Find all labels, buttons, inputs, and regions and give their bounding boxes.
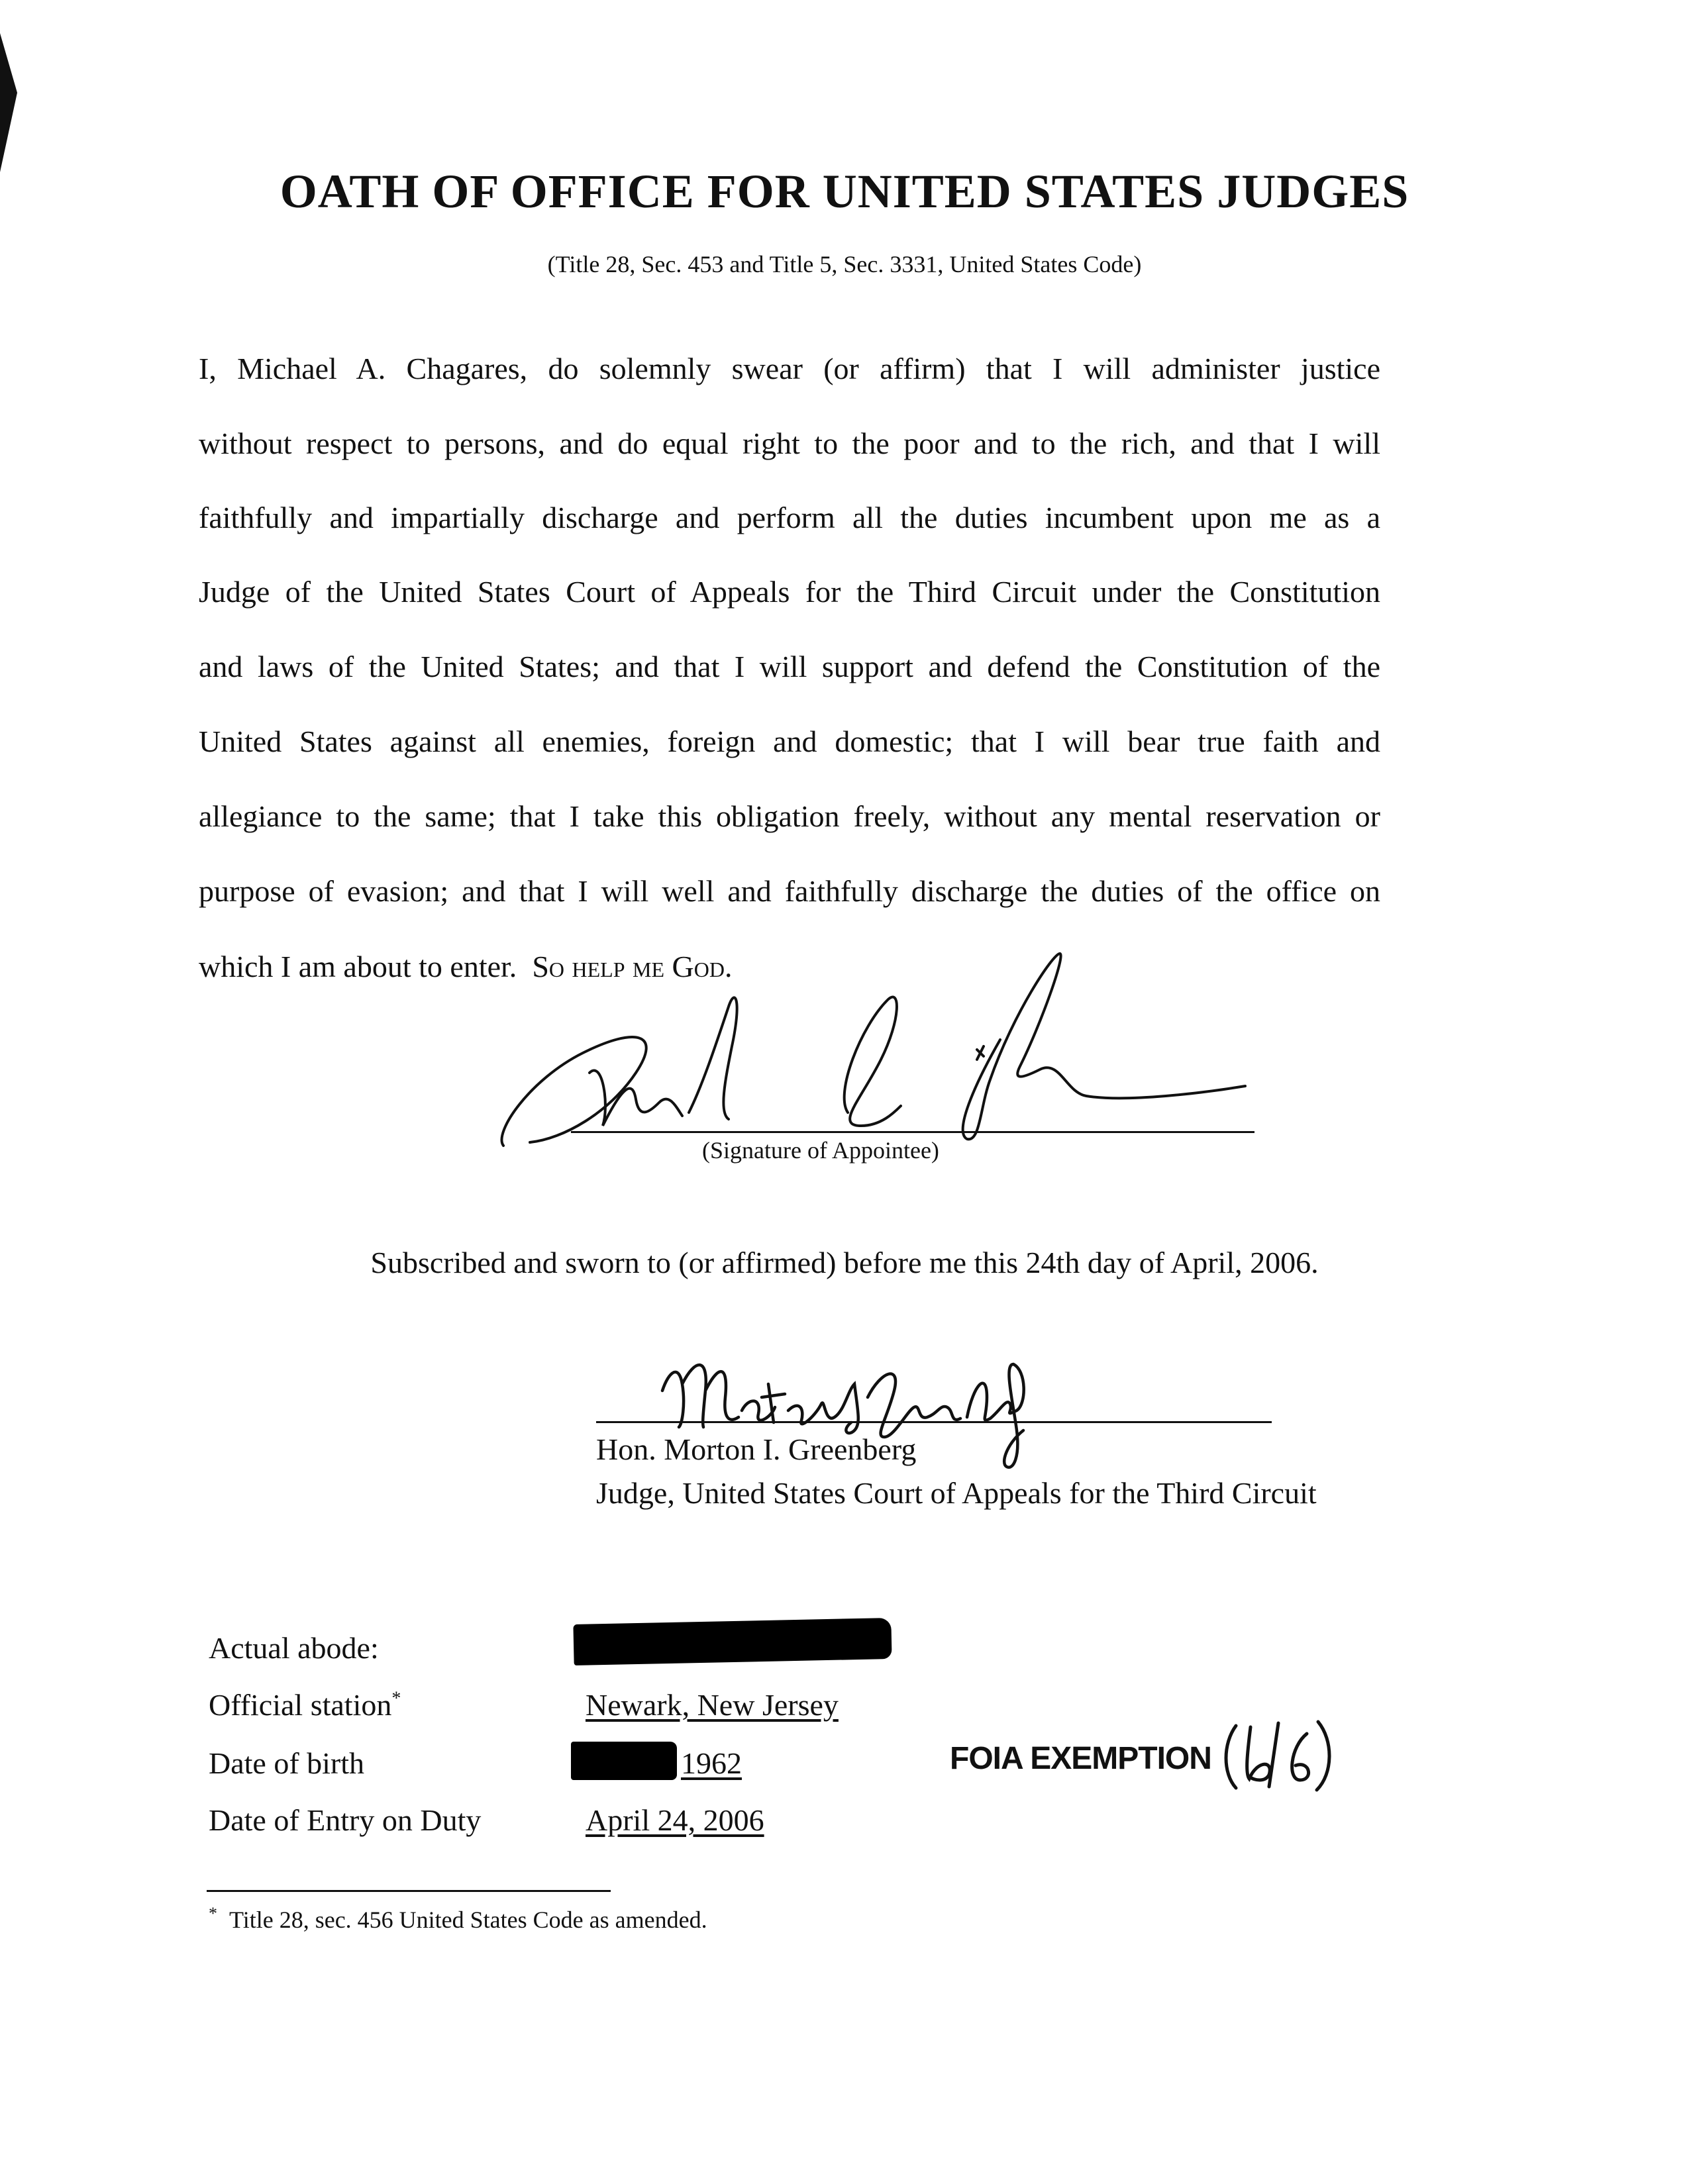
actual-abode-label: Actual abode: [209,1631,379,1665]
oath-line: without respect to persons, and do equal right to the poor and to the rich, and that I will [199,426,1380,460]
oath-line: allegiance to the same; that I take this obligation freely, without any mental reservation or [199,799,1380,833]
date-of-entry-value: April 24, 2006 [586,1803,764,1837]
oath-line: United States against all enemies, foreign and domestic; that I will bear true faith and [199,724,1380,758]
judge-signature-line [596,1421,1272,1423]
foia-handwritten-code [1217,1714,1337,1793]
footnote [209,1904,707,1934]
footnote-text: Title 28, sec. 456 United States Code as amended. [229,1907,707,1933]
administering-judge-name: Hon. Morton I. Greenberg [596,1432,917,1466]
footnote-divider [207,1890,611,1892]
actual-abode-redaction [573,1618,892,1665]
oath-line: and laws of the United States; and that I will support and defend the Constitution of the [199,650,1380,683]
official-station-value: Newark, New Jersey [586,1688,839,1722]
date-of-entry-label: Date of Entry on Duty [209,1803,482,1837]
official-station-label-text: Official station [209,1688,392,1722]
appointee-signature-line [571,1131,1254,1133]
sworn-statement: Subscribed and sworn to (or affirmed) before me this 24th day of April, 2006. [370,1246,1319,1279]
oath-line: purpose of evasion; and that I will well and faithfully discharge the duties of the office on [199,874,1380,908]
oath-line: faithfully and impartially discharge and perform all the duties incumbent upon me as a [199,501,1380,534]
oath-line: I, Michael A. Chagares, do solemnly swear (or affirm) that I will administer justice [199,352,1380,385]
oath-closing: So help me God. [532,950,733,983]
foia-exemption-stamp: FOIA EXEMPTION [950,1741,1211,1776]
date-of-birth-redaction [571,1742,677,1780]
oath-line: Judge of the United States Court of Appeals for the Third Circuit under the Constitution [199,575,1380,609]
oath-last-line-text: which I am about to enter. [199,950,517,983]
official-station-footnote-mark: * [391,1688,401,1709]
appointee-signature-caption: (Signature of Appointee) [702,1137,939,1164]
administering-judge-title: Judge, United States Court of Appeals for the Third Circuit [596,1476,1317,1510]
scan-margin-mark [0,33,20,172]
official-station-label [209,1687,401,1722]
document-subtitle: (Title 28, Sec. 453 and Title 5, Sec. 3331, United States Code) [547,251,1142,277]
footnote-mark: * [209,1904,217,1923]
document-title: OATH OF OFFICE FOR UNITED STATES JUDGES [280,165,1409,218]
date-of-birth-year: 1962 [681,1746,742,1780]
date-of-birth-label: Date of birth [209,1746,365,1780]
